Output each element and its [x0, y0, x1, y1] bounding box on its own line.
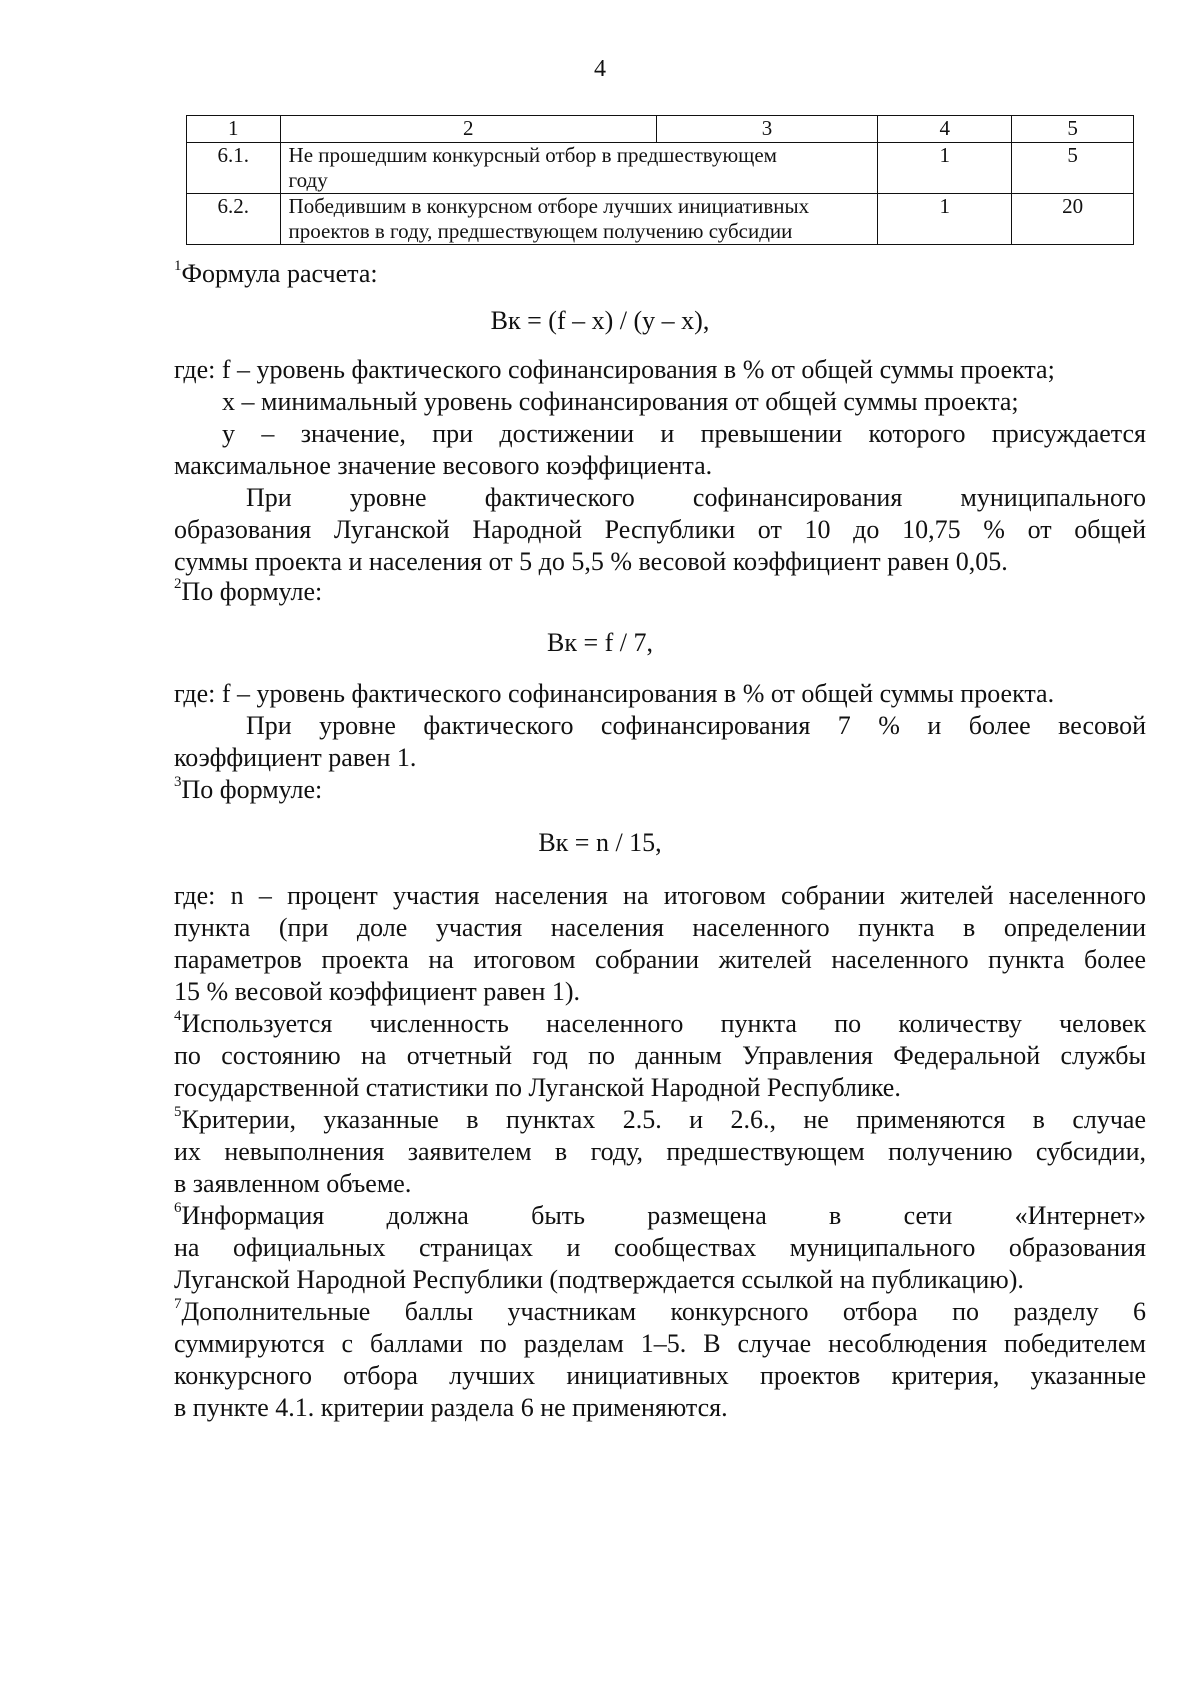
text-line: суммируются с баллами по разделам 1–5. В случае несоблюдения победителем [174, 1329, 1146, 1358]
footnote-mark: 1 [174, 258, 182, 274]
text-line: x – минимальный уровень софинансирования от общей суммы проекта; [222, 387, 1019, 416]
footnote-mark: 2 [174, 576, 182, 592]
page-number: 4 [594, 56, 606, 82]
row-number: 6.2. [187, 194, 281, 245]
note-3-title [174, 774, 1146, 806]
text-line: 15 % весовой коэффициент равен 1). [174, 977, 581, 1006]
formula-1: Вк = (f – x) / (y – x), [490, 306, 710, 335]
text-line: При уровне фактического софинансирования 7 % и более весовой [246, 711, 1146, 740]
criteria-table [186, 115, 1134, 245]
text-line: где: n – процент участия населения на итоговом собрании жителей населенного [174, 881, 1146, 910]
text-line: на официальных страницах и сообществах муниципального образования [174, 1233, 1146, 1262]
text-line: по состоянию на отчетный год по данным Управления Федеральной службы [174, 1041, 1146, 1070]
note-4 [174, 1008, 1146, 1104]
text-line: Критерии, указанные в пунктах 2.5. и 2.6., не применяются в случае [181, 1105, 1146, 1134]
text-line: их невыполнения заявителем в году, предшествующем получению субсидии, [174, 1137, 1146, 1166]
row-text [280, 194, 878, 245]
table-header-cell: 2 [280, 116, 656, 143]
text-line: При уровне фактического софинансирования муниципального [246, 483, 1146, 512]
row-col5: 20 [1012, 194, 1134, 245]
text-line: Используется численность населенного пункта по количеству человек [181, 1009, 1146, 1038]
row-text-line: Не прошедшим конкурсный отбор в предшествующем [288, 143, 777, 167]
text-line: где: f – уровень фактического софинансирования в % от общей суммы проекта. [174, 679, 1055, 708]
row-text [280, 143, 878, 194]
row-col4: 1 [878, 194, 1012, 245]
table-header-row [187, 116, 1134, 143]
text-line: где: f – уровень фактического софинансирования в % от общей суммы проекта; [174, 355, 1055, 384]
text-line: пункта (при доле участия населения населенного пункта в определении [174, 913, 1146, 942]
footnote-mark: 6 [174, 1200, 182, 1216]
text-line: суммы проекта и населения от 5 до 5,5 % весовой коэффициент равен 0,05. [174, 547, 1008, 576]
note-2-title [174, 576, 1146, 608]
footnote-mark: 3 [174, 774, 182, 790]
note-title: По формуле: [181, 775, 323, 804]
row-text-line: проектов в году, предшествующем получению субсидии [288, 219, 793, 243]
row-number: 6.1. [187, 143, 281, 194]
note-1-title [174, 258, 1146, 290]
text-line: в заявленном объеме. [174, 1169, 412, 1198]
text-line: коэффициент равен 1. [174, 743, 417, 772]
row-col4: 1 [878, 143, 1012, 194]
text-line: Информация должна быть размещена в сети «Интернет» [181, 1201, 1146, 1230]
note-5 [174, 1104, 1146, 1200]
table-header-cell: 3 [656, 116, 877, 143]
table-header-cell: 1 [187, 116, 281, 143]
text-line: Дополнительные баллы участникам конкурсного отбора по разделу 6 [181, 1297, 1146, 1326]
note-1-body [174, 354, 1146, 578]
text-line: в пункте 4.1. критерии раздела 6 не применяются. [174, 1393, 728, 1422]
footnote-mark: 7 [174, 1296, 182, 1312]
text-line: образования Луганской Народной Республики от 10 до 10,75 % от общей [174, 515, 1146, 544]
row-text-line: Победившим в конкурсном отборе лучших инициативных [288, 194, 810, 218]
table-row [187, 194, 1134, 245]
text-line: государственной статистики по Луганской Народной Республике. [174, 1073, 901, 1102]
row-text-line: году [288, 168, 328, 192]
footnote-mark: 4 [174, 1008, 182, 1024]
note-title: По формуле: [181, 577, 323, 606]
table-header-cell: 4 [878, 116, 1012, 143]
formula-2: Вк = f / 7, [546, 628, 654, 657]
text-line: максимальное значение весового коэффициента. [174, 451, 713, 480]
text-line: параметров проекта на итоговом собрании жителей населенного пункта более [174, 945, 1146, 974]
table-header-cell: 5 [1012, 116, 1134, 143]
text-line: y – значение, при достижении и превышении которого присуждается [222, 419, 1146, 448]
text-line: конкурсного отбора лучших инициативных проектов критерия, указанные [174, 1361, 1146, 1390]
note-title: Формула расчета: [181, 259, 378, 288]
table-row [187, 143, 1134, 194]
row-col5: 5 [1012, 143, 1134, 194]
formula-3: Вк = n / 15, [538, 828, 662, 857]
note-3-body [174, 880, 1146, 1008]
footnote-mark: 5 [174, 1104, 182, 1120]
note-2-body [174, 678, 1146, 774]
note-7 [174, 1296, 1146, 1424]
text-line: Луганской Народной Республики (подтверждается ссылкой на публикацию). [174, 1265, 1024, 1294]
note-6 [174, 1200, 1146, 1296]
